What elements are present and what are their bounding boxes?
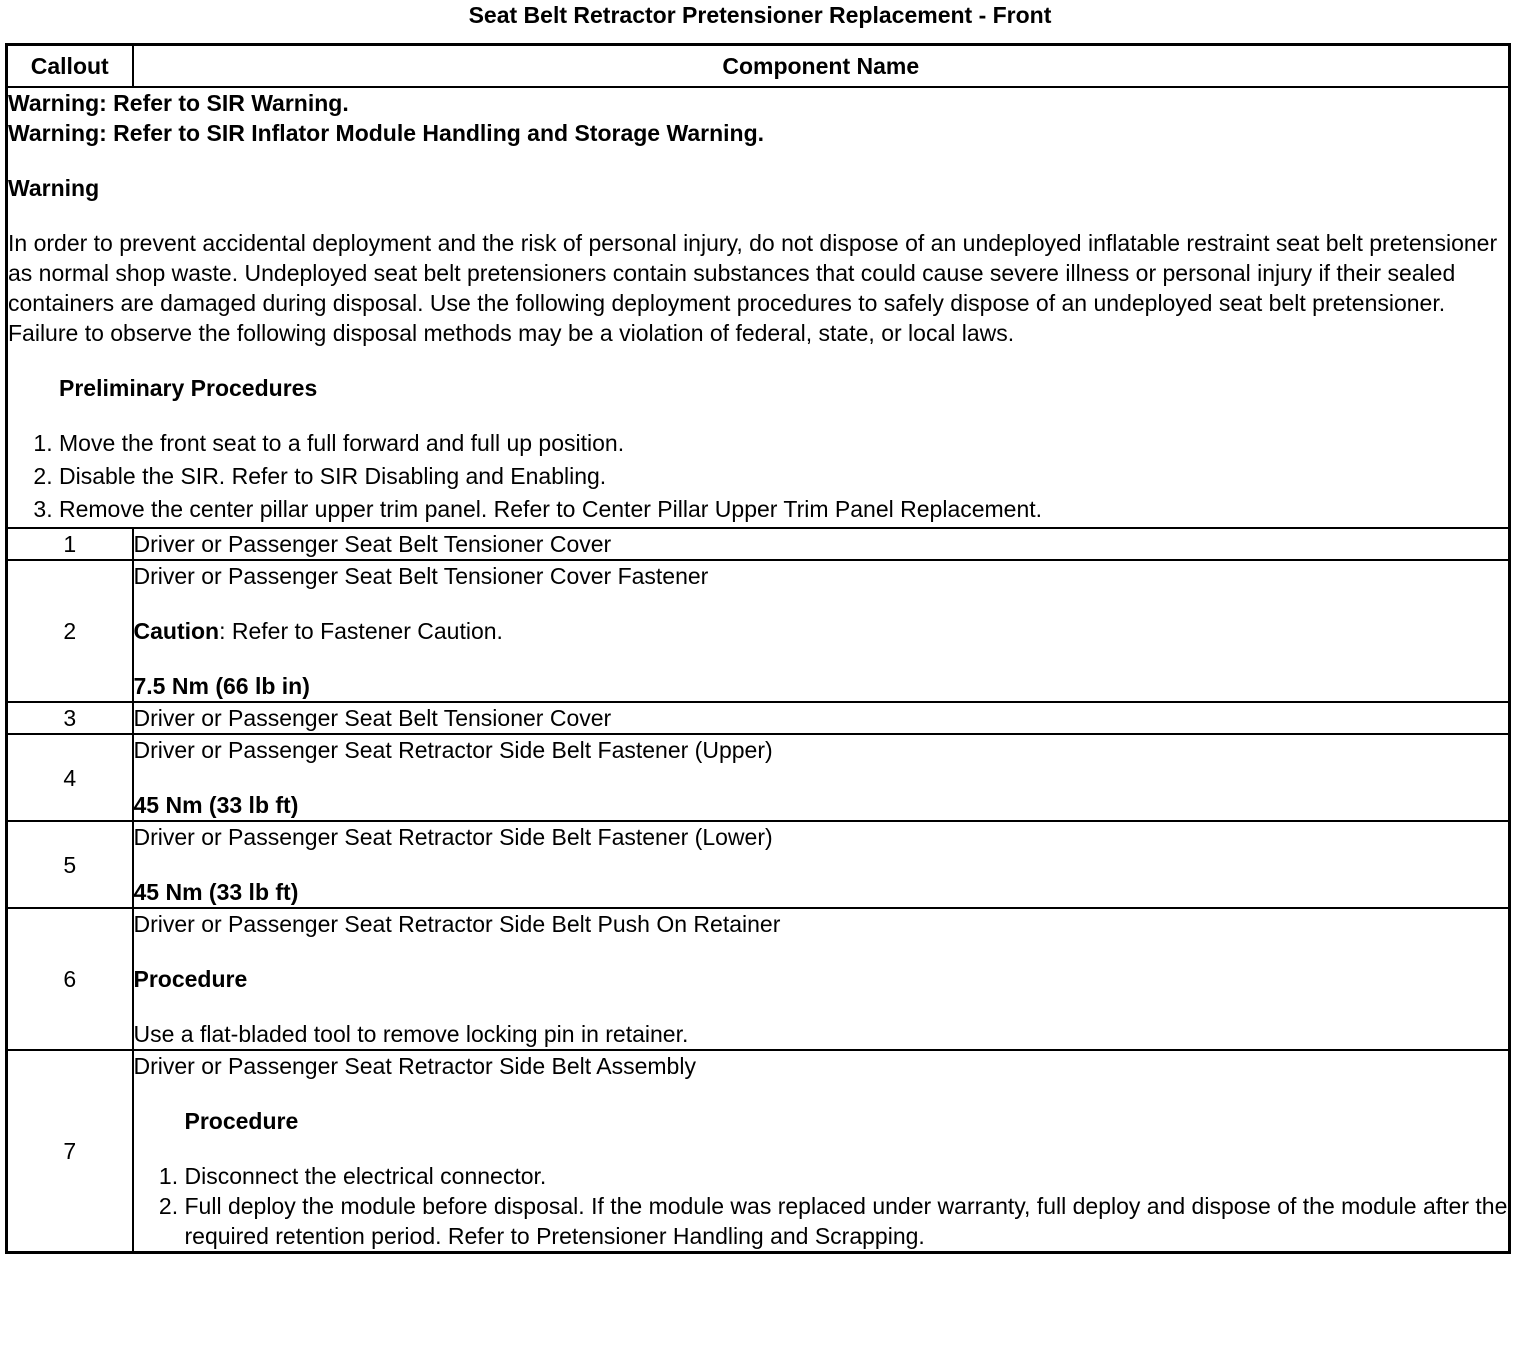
procedure-heading: Procedure — [184, 1108, 299, 1134]
procedure-step: 2. Full deploy the module before disposal. If the module was replaced under warranty, full deploy and dispose of the module after the required retention period. Refer to Pretensioner Handling and Scrapping. — [185, 1191, 1509, 1251]
warning-heading: Warning — [8, 175, 100, 201]
header-component-name: Component Name — [133, 45, 1510, 88]
component-cell — [133, 908, 1510, 1050]
component-cell — [133, 560, 1510, 702]
procedure-text: Use a flat-bladed tool to remove locking pin in retainer. — [133, 1021, 689, 1047]
table-row — [7, 528, 1510, 560]
component-cell — [133, 528, 1510, 560]
procedure-steps — [134, 1161, 1509, 1251]
inflator-warning: Warning: Refer to SIR Inflator Module Handling and Storage Warning. — [8, 120, 765, 146]
procedure-step: 1. Disconnect the electrical connector. — [185, 1161, 1509, 1191]
component-table — [5, 43, 1511, 1254]
callout-number: 7 — [7, 1050, 133, 1253]
procedure-heading: Procedure — [133, 966, 248, 992]
component-name: Driver or Passenger Seat Retractor Side Belt Fastener (Upper) — [133, 737, 773, 763]
preliminary-steps — [8, 428, 1508, 524]
component-cell — [133, 702, 1510, 734]
table-row — [7, 702, 1510, 734]
table-row — [7, 1050, 1510, 1253]
intro-cell — [7, 87, 1510, 528]
table-row — [7, 560, 1510, 702]
caution-label: Caution — [133, 618, 220, 644]
table-row — [7, 734, 1510, 821]
table-row — [7, 908, 1510, 1050]
sir-warning: Warning: Refer to SIR Warning. — [8, 90, 349, 116]
callout-number: 5 — [7, 821, 133, 908]
torque-spec: 45 Nm (33 lb ft) — [133, 879, 299, 905]
callout-number: 6 — [7, 908, 133, 1050]
torque-spec: 45 Nm (33 lb ft) — [133, 792, 299, 818]
table-row — [7, 821, 1510, 908]
component-name: Driver or Passenger Seat Retractor Side Belt Assembly — [133, 1053, 696, 1079]
intro-row — [7, 87, 1510, 528]
page-title: Seat Belt Retractor Pretensioner Replacement - Front — [468, 2, 1052, 28]
header-callout: Callout — [7, 45, 133, 88]
caution-text: : Refer to Fastener Caution. — [219, 618, 503, 644]
callout-number: 4 — [7, 734, 133, 821]
component-cell — [133, 1050, 1510, 1253]
component-name: Driver or Passenger Seat Belt Tensioner Cover Fastener — [133, 563, 709, 589]
preliminary-step: 1. Move the front seat to a full forward and full up position. — [59, 428, 1508, 458]
component-name: Driver or Passenger Seat Belt Tensioner Cover — [133, 705, 612, 731]
preliminary-heading: Preliminary Procedures — [59, 375, 318, 401]
warning-body: In order to prevent accidental deployment and the risk of personal injury, do not dispose of an undeployed inflatable restraint seat belt pretensioner as normal shop waste. Undeployed seat belt pretensioners contain substances that could cause severe illness or personal injury if their sealed containers are damaged during disposal. Use the following deployment procedures to safely dispose of an undeployed seat belt pretensioner. Failure to observe the following disposal methods may be a violation of federal, state, or local laws. — [8, 230, 1498, 346]
component-cell — [133, 821, 1510, 908]
caution-line — [134, 616, 1509, 646]
callout-number: 3 — [7, 702, 133, 734]
torque-spec: 7.5 Nm (66 lb in) — [133, 673, 310, 699]
callout-number: 2 — [7, 560, 133, 702]
component-name: Driver or Passenger Seat Retractor Side Belt Fastener (Lower) — [133, 824, 773, 850]
component-cell — [133, 734, 1510, 821]
preliminary-step: 3. Remove the center pillar upper trim panel. Refer to Center Pillar Upper Trim Panel Replacement. — [59, 494, 1508, 524]
preliminary-step: 2. Disable the SIR. Refer to SIR Disabling and Enabling. — [59, 461, 1508, 491]
component-name: Driver or Passenger Seat Belt Tensioner Cover — [133, 531, 612, 557]
table-header-row — [7, 45, 1510, 88]
component-name: Driver or Passenger Seat Retractor Side Belt Push On Retainer — [133, 911, 781, 937]
callout-number: 1 — [7, 528, 133, 560]
